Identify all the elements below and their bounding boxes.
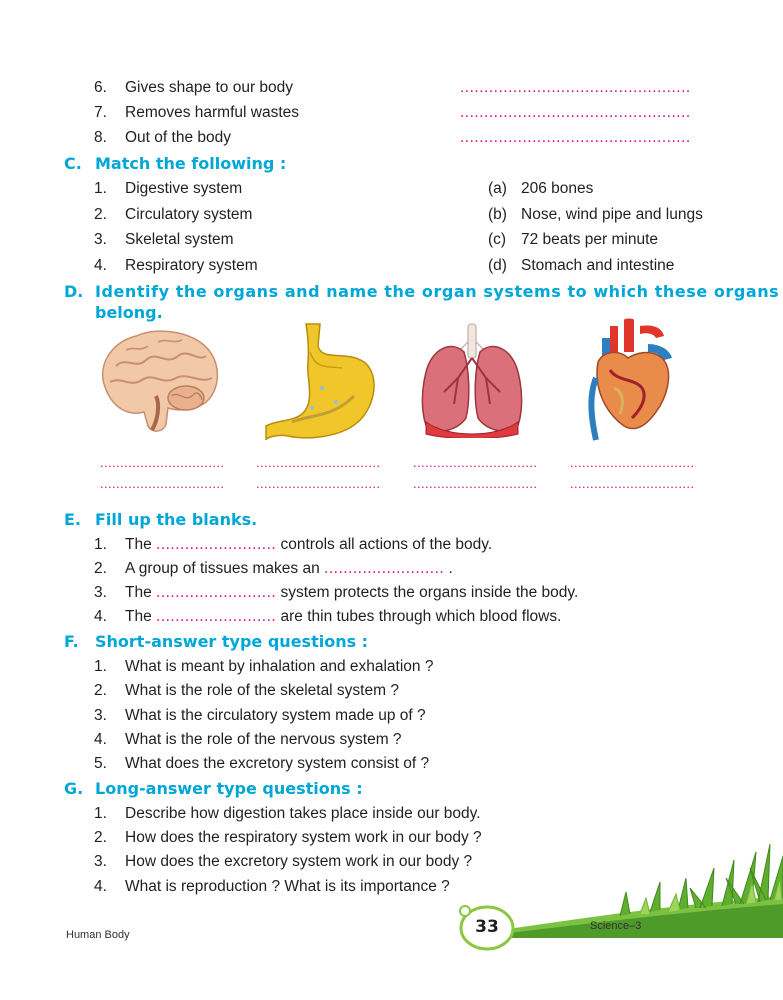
- item-number: 4.: [94, 608, 107, 625]
- fill-blank: .........................: [156, 608, 277, 625]
- item-number: 6.: [94, 79, 107, 96]
- text-after: are thin tubes through which blood flows.: [276, 608, 562, 625]
- item-number: 1.: [94, 536, 107, 553]
- text-before: The: [125, 608, 157, 625]
- system-blank: ...............................: [256, 476, 381, 491]
- question-text: What is the circulatory system made up of ?: [125, 707, 426, 724]
- section-title-line1: Identify the organs and name the organ systems to which these organs: [95, 282, 780, 301]
- system-blank: ...............................: [413, 476, 538, 491]
- match-letter: (b): [488, 206, 507, 223]
- text-after: controls all actions of the body.: [276, 536, 493, 553]
- chapter-name: Human Body: [66, 929, 130, 941]
- section-title: Fill up the blanks.: [95, 510, 258, 529]
- grass-decoration-icon: [500, 838, 783, 938]
- section-c-heading: [64, 154, 286, 174]
- section-letter: D.: [64, 282, 84, 301]
- item-number: 4.: [94, 257, 107, 274]
- answer-blank: ................................................: [460, 79, 691, 96]
- match-left-text: Digestive system: [125, 180, 243, 197]
- question-text: Describe how digestion takes place inside our body.: [125, 805, 481, 822]
- answer-blank: ................................................: [460, 129, 691, 146]
- item-number: 1.: [94, 805, 107, 822]
- organ-blank: ...............................: [570, 455, 695, 470]
- system-blank: ...............................: [100, 476, 225, 491]
- match-right-text: Stomach and intestine: [521, 257, 675, 274]
- section-letter: F.: [64, 632, 79, 651]
- section-e-heading: [64, 510, 257, 530]
- text-after: system protects the organs inside the body.: [276, 584, 579, 601]
- question-text: What is the role of the skeletal system ?: [125, 682, 399, 699]
- organ-blank: ...............................: [100, 455, 225, 470]
- section-g-heading: [64, 779, 363, 799]
- match-left-text: Respiratory system: [125, 257, 258, 274]
- fill-blank: .........................: [324, 560, 445, 577]
- system-blank: ...............................: [570, 476, 695, 491]
- item-number: 2.: [94, 682, 107, 699]
- brain-icon: [96, 326, 224, 438]
- fill-blank: .........................: [156, 536, 277, 553]
- fill-blank: .........................: [156, 584, 277, 601]
- match-left-text: Skeletal system: [125, 231, 234, 248]
- text-before: The: [125, 584, 157, 601]
- section-letter: G.: [64, 779, 84, 798]
- question-text: What is the role of the nervous system ?: [125, 731, 402, 748]
- item-text: Out of the body: [125, 129, 231, 146]
- organ-blank: ...............................: [413, 455, 538, 470]
- text-before: The: [125, 536, 157, 553]
- organ-blank: ...............................: [256, 455, 381, 470]
- question-text: How does the respiratory system work in our body ?: [125, 829, 482, 846]
- match-letter: (a): [488, 180, 507, 197]
- item-number: 7.: [94, 104, 107, 121]
- item-text: Gives shape to our body: [125, 79, 294, 96]
- item-number: 2.: [94, 560, 107, 577]
- match-right-text: 72 beats per minute: [521, 231, 659, 248]
- item-number: 2.: [94, 206, 107, 223]
- item-number: 3.: [94, 231, 107, 248]
- lungs-icon: [418, 322, 526, 438]
- item-number: 1.: [94, 180, 107, 197]
- item-number: 3.: [94, 853, 107, 870]
- section-letter: E.: [64, 510, 82, 529]
- item-number: 3.: [94, 584, 107, 601]
- item-number: 1.: [94, 658, 107, 675]
- item-number: 8.: [94, 129, 107, 146]
- section-title: Long-answer type questions :: [95, 779, 363, 798]
- match-right-text: 206 bones: [521, 180, 594, 197]
- question-text: What does the excretory system consist of ?: [125, 755, 430, 772]
- question-text: What is reproduction ? What is its importance ?: [125, 878, 450, 895]
- section-d-heading: [64, 282, 779, 302]
- match-letter: (c): [488, 231, 507, 248]
- text-before: A group of tissues makes an: [125, 560, 325, 577]
- heart-icon: [584, 318, 678, 442]
- item-text: Removes harmful wastes: [125, 104, 300, 121]
- section-d-heading-line2: [95, 303, 163, 323]
- page-number: 33: [475, 917, 499, 937]
- stomach-icon: [262, 322, 380, 442]
- match-right-text: Nose, wind pipe and lungs: [521, 206, 703, 223]
- item-number: 4.: [94, 878, 107, 895]
- match-left-text: Circulatory system: [125, 206, 253, 223]
- question-text: How does the excretory system work in our body ?: [125, 853, 473, 870]
- match-letter: (d): [488, 257, 507, 274]
- section-title: Match the following :: [95, 154, 287, 173]
- section-title: Short-answer type questions :: [95, 632, 369, 651]
- item-number: 2.: [94, 829, 107, 846]
- book-name: Science–3: [590, 920, 642, 932]
- item-number: 3.: [94, 707, 107, 724]
- section-title-line2: belong.: [95, 303, 163, 322]
- answer-blank: ................................................: [460, 104, 691, 121]
- section-letter: C.: [64, 154, 82, 173]
- item-number: 5.: [94, 755, 107, 772]
- question-text: What is meant by inhalation and exhalation ?: [125, 658, 434, 675]
- section-f-heading: [64, 632, 368, 652]
- item-number: 4.: [94, 731, 107, 748]
- text-after: .: [444, 560, 453, 577]
